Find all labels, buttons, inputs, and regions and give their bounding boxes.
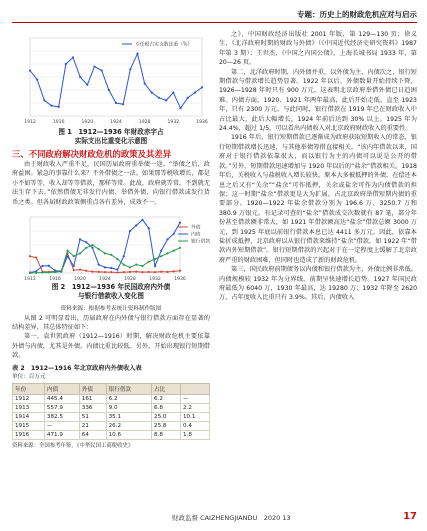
table-cell: 1916	[13, 430, 45, 439]
right-paragraph-2: 第二，北洋政府时期，内外债并重，以外债为主，内债次之，银行短期借款与借款增长趋势显著。1922 年以后，外债数量开始持续下降，1926—1928 年时只有 900 万元，这表明北京政府举借外债已日趋困难。内债方面，1920、1921 年两年最高，此后开始走低，直至 1923 年，只有 2300 万元。与此同时，银行借款在 1919 年已在财政收入中占比最大，此后大幅增长，1924 年前后达到 30% 以上。1925 年为 24.4%，超过 1/5，可以看出内债收入对北京政府财政收入的重要性。	[219, 68, 417, 133]
chart2-series-2-point	[160, 255, 162, 257]
page-header	[0, 0, 427, 28]
chart2-series-2-point	[85, 247, 87, 249]
chart2-series-2-point	[135, 264, 137, 266]
chart2-x-tick-label: 1936	[174, 277, 186, 283]
chart2-series-1-point	[160, 250, 162, 252]
chart1-series-0-point	[101, 69, 103, 71]
table-cell: —	[180, 394, 209, 403]
chart1-series-0-point	[136, 53, 138, 55]
chart1-series-0-point	[65, 63, 67, 65]
chart2-legend-label: 内债	[191, 232, 201, 238]
chart2-x-tick-label: 1924	[99, 277, 111, 283]
chart2-series-1-point	[141, 219, 143, 221]
table-cell: 382.5	[44, 412, 79, 421]
chart1-series-0-point	[187, 97, 189, 99]
chart2-series-0-point	[179, 270, 181, 272]
chart1-series-0-point	[165, 99, 167, 101]
table-cell: 6.2	[152, 394, 181, 403]
chart2-series-0-point	[79, 269, 81, 271]
chart1-x-tick-label: 1920	[81, 120, 94, 125]
chart2-series-0-point	[91, 271, 93, 273]
table-cell: 1914	[13, 412, 45, 421]
chart1-x-tick-label: 1912	[24, 120, 36, 125]
table-cell: 2.2	[180, 403, 209, 412]
chart1-series-0-point	[151, 92, 153, 94]
chart2-series-2-point	[41, 271, 43, 273]
chart2-series-2-point	[173, 250, 175, 252]
chart2-series-0-point	[73, 269, 75, 271]
right-column	[219, 30, 417, 303]
chart1-series-0-point	[86, 84, 88, 86]
chart2-series-1-point	[173, 233, 175, 235]
chart2-x-tick-label: 1920	[74, 277, 86, 283]
chart2-series-1-point	[48, 265, 50, 267]
table-cell: 1912	[13, 394, 45, 403]
chart1-series-0-point	[179, 107, 181, 109]
section-title: 三、不同政府解决财政危机的政策及其差异	[12, 149, 172, 159]
chart2-series-1-point	[129, 230, 131, 232]
table-body	[13, 394, 210, 439]
chart1-x-tick-label: 1924	[110, 120, 122, 125]
chart2-legend-label: 外债	[191, 225, 201, 231]
chart2-series-1-point	[116, 269, 118, 271]
table-cell: 64	[79, 430, 106, 439]
chart2-series-2-point	[129, 266, 131, 268]
chart2-series-1-point	[110, 267, 112, 269]
table-header-foreign: 外债	[79, 383, 106, 394]
chart1-series-0-point	[194, 92, 196, 94]
chart1-x-tick-label: 1936	[196, 120, 208, 125]
chart2-series-2-point	[148, 261, 150, 263]
chart2-x-tick-label: 1916	[49, 277, 61, 283]
chart2-series-1-point	[85, 241, 87, 243]
chart2-series-0-point	[141, 271, 143, 273]
chart2-series-2-point	[166, 252, 168, 254]
chart2-series-2-point	[110, 254, 112, 256]
chart2-series-1-point	[123, 255, 125, 257]
chart1-series-0-point	[43, 99, 45, 101]
left-paragraph-3: 第一，袁世凯政府（1912—1916）时期，解决财政危机主要依靠外债与内债，尤其是外债。内债比重比较低。另外，开始出现银行短期借款。	[12, 333, 210, 360]
table-row	[13, 394, 210, 403]
chart2-series-0-point	[35, 257, 37, 259]
table-row	[13, 403, 210, 412]
chart1-series-0-point	[79, 76, 81, 78]
chart2-series-0-point	[166, 271, 168, 273]
table-cell: 471.9	[44, 430, 79, 439]
chart2-series-2-point	[179, 247, 181, 249]
header-rule	[12, 22, 417, 23]
table-cell: 51	[79, 412, 106, 421]
right-paragraph-1: 之》、中国财政经济出版社 2001 年版，第 129—130 页；徐义生，《北洋政府时期的财政与外债》（《中国近代经济史研究资料》1987 年第 3 期）；王世杰，《中国之内国公债》，上海长城书局 1933 年，第 20—26 页。	[219, 31, 417, 67]
chart2-series-1-point	[148, 227, 150, 229]
table-cell: 161	[79, 394, 106, 403]
chart2-series-2-point	[104, 252, 106, 254]
chart2-series-2-point	[123, 264, 125, 266]
footer-page-number: 17	[403, 511, 417, 522]
chart2-series-2-point	[54, 271, 56, 273]
left-paragraph-2: 从图 2 可明显看出，历届政府在内外债与银行借款方面存在显著的结构差异，其总体特征如下：	[12, 314, 210, 331]
chart1-series-0-point	[72, 56, 74, 58]
table-row	[13, 412, 210, 421]
chart1-series-0-point	[158, 97, 160, 99]
header-title: 专题：历史上的财政危机应对与启示	[297, 10, 417, 19]
table-cell: 1.8	[180, 430, 209, 439]
figure-2	[12, 211, 210, 303]
table-cell: 26.2	[106, 421, 151, 430]
chart2-series-1-point	[73, 265, 75, 267]
table-header-extra	[180, 383, 209, 394]
chart2-series-0-point	[29, 255, 31, 257]
table-cell: 35.1	[106, 412, 151, 421]
chart2-series-0-point	[154, 271, 156, 273]
chart2-series-1-point	[154, 265, 156, 267]
table-row	[13, 421, 210, 430]
figure-2-chart	[12, 211, 210, 283]
table-cell: 557.9	[44, 403, 79, 412]
chart1-legend-label: 专任税占实支数比重（%）	[135, 42, 193, 48]
chart2-series-0-point	[148, 271, 150, 273]
right-paragraph-3: 1916 年后，银行短期借款已逐渐成为政府获取短期收入的常态，银行短期借款增长迅速，与其他举债筹措直接相关。“该内年借款以来，国府对于银行借款依靠很大，而以银行为主的内债可以说是公开的借款。”另外，短期借款迅速增加与 1920 年以后的“盐余”借款相关。1918 年后，关税收入与盐税收入增长较快，原本大多被抵押的外债，在偿还本息之后又有“关余”“盐余”可作抵押，关余或盐余可作为内债借款的担保；这一时期“盐余”借款更是大为扩展，占北京政府举借短期内债的重要部分。1920—1922 年盐余借款分别为 196.6 万、3250.7 万和 380.9 万银元。有记录可查的“盐余”借款成交次数就有 87 笔，部分年份甚至借款额非常大，如 1921 年借款额高达“盐余”借款总额 3000 万元，到 1925 年底以前银行借款本息已达 4411 多万元。因此，依靠本盐折成抵押，北京政府以从银行借款来维持“盐余”借款，如 1922 年“借款内外短期借款”。银行短期借款的兴起对于在一定程度上缓解了北京政府严重的财政困难，但同时也造成了新的财政危机。	[219, 134, 417, 264]
table-header-ratio: 占比	[152, 383, 181, 394]
table-cell: 445.4	[44, 394, 79, 403]
figure-2-caption-line2: 与银行借款收入变化图	[78, 292, 144, 301]
table-cell: 1913	[13, 403, 45, 412]
chart1-series-0-point	[172, 92, 174, 94]
chart2-series-0-point	[85, 270, 87, 272]
chart2-series-2-point	[29, 272, 31, 274]
table-cell: 6.8	[152, 403, 181, 412]
page-footer	[12, 511, 417, 523]
table-note: 资料来源：全国参考年鉴，《中华民国工商税收史》	[12, 442, 134, 449]
chart2-x-tick-label: 1912	[24, 277, 36, 283]
chart2-series-1-point	[104, 266, 106, 268]
table-unit: 单位：百万元	[12, 373, 46, 380]
chart1-series-0-point	[201, 86, 203, 88]
chart2-series-2-point	[60, 271, 62, 273]
table-cell: 21	[79, 421, 106, 430]
figure-1	[12, 30, 210, 145]
chart2-series-0-point	[160, 271, 162, 273]
table-cell: 25.8	[152, 421, 181, 430]
chart2-series-0-point	[104, 271, 106, 273]
table-title: 表 2 1912—1916 年北京政府内外债收入表	[12, 364, 142, 372]
left-column	[12, 30, 210, 450]
figure-1-caption-line2: 实际支出比重变化示意图	[74, 137, 148, 145]
table-cell: 1915	[13, 421, 45, 430]
table-cell: —	[44, 421, 79, 430]
figure-1-caption-line1: 图 1 1912—1936 年财政赤字占	[58, 128, 164, 136]
table-cell: 0.4	[180, 421, 209, 430]
table-cell: 6.2	[106, 394, 151, 403]
chart2-series-0-point	[116, 271, 118, 273]
chart2-series-2-point	[48, 271, 50, 273]
chart2-legend-label: 银行借款	[191, 239, 210, 245]
chart2-series-0-point	[123, 271, 125, 273]
chart2-series-1-point	[66, 255, 68, 257]
chart1-series-0-point	[50, 105, 52, 107]
table-cell: 25.0	[152, 412, 181, 421]
figure-1-chart	[12, 30, 210, 128]
table-row	[13, 430, 210, 439]
table-header-domestic: 内债	[44, 383, 79, 394]
chart2-series-0-point	[135, 271, 137, 273]
chart2-series-2-point	[66, 250, 68, 252]
chart1-series-0-point	[108, 89, 110, 91]
chart2-series-2-point	[141, 265, 143, 267]
chart1-x-tick-label: 1928	[138, 120, 151, 125]
chart2-series-2-point	[116, 258, 118, 260]
table-cell: 10.6	[106, 430, 151, 439]
table-header-year: 年份	[13, 383, 45, 394]
table-cell: 10.1	[180, 412, 209, 421]
chart1-series-0-point	[115, 102, 117, 104]
table-2	[12, 383, 210, 440]
chart2-series-1-point	[91, 247, 93, 249]
chart2-series-0-point	[173, 270, 175, 272]
chart2-series-1-point	[179, 222, 181, 224]
chart2-series-2-point	[98, 248, 100, 250]
figure-2-caption-line1: 图 2 1912—1936 年民国政府内外债	[51, 283, 171, 292]
table-cell: 8.8	[152, 430, 181, 439]
chart1-series-0-point	[144, 82, 146, 84]
table-cell: 9.0	[106, 403, 151, 412]
chart2-series-2-point	[91, 244, 93, 246]
chart2-series-0-point	[129, 271, 131, 273]
chart1-x-tick-label: 1916	[52, 120, 65, 125]
chart2-x-tick-label: 1932	[149, 277, 161, 283]
chart2-series-0-point	[110, 271, 112, 273]
right-paragraph-4: 第三，国民政府前期债务以内债和银行借款为主，外债比例非常低。内债规模较 1932 年为分界线，前期呈快速增长趋势。1927 年国民政府最低为 6040 万，1930 年最高，达 19280 万；1932 年降至 2620 万，占年度收入比重只有 3.9%。其后，内债收入	[219, 266, 417, 302]
chart1-series-0-point	[36, 79, 38, 81]
table-header-bank: 银行借款	[106, 383, 151, 394]
chart2-series-1-point	[135, 224, 137, 226]
left-paragraph-1: 由于财政收入严重不足，民国历届政府重举债一途。“举债之后，政府益困。紧急的事靠什么来？不外借债之一法。如果那等税收增长，都是小不如等等，收入却等等借款，那样等常。此故，政府就等常，不到就无法生存下去。”依然借债无非发行内债、举借外债、向银行借款或发行货币之类。但各届财政政策侧重点各有差异，成效不一。	[12, 161, 210, 206]
footer-magazine: 财政监督 CAIZHENGJIANDU 2020 13	[172, 514, 291, 522]
chart2-series-0-point	[98, 271, 100, 273]
chart2-series-1-point	[79, 238, 81, 240]
chart2-x-tick-label: 1928	[124, 277, 136, 283]
chart1-series-0-point	[29, 69, 31, 71]
chart1-series-0-point	[93, 66, 95, 68]
chart2-series-1-point	[41, 265, 43, 267]
chart2-series-1-point	[98, 264, 100, 266]
chart1-series-0-point	[58, 106, 60, 108]
chart2-series-2-point	[154, 258, 156, 260]
source-note: 资料来源：根据参考表统计资料制作版图	[60, 306, 162, 313]
chart2-series-2-point	[73, 255, 75, 257]
table-cell: 336	[79, 403, 106, 412]
chart2-series-1-point	[166, 238, 168, 240]
chart1-series-0-point	[129, 68, 131, 70]
chart2-series-2-point	[35, 272, 37, 274]
chart1-series-0-point	[122, 103, 124, 105]
chart2-series-2-point	[79, 252, 81, 254]
chart1-x-tick-label: 1932	[167, 120, 180, 125]
